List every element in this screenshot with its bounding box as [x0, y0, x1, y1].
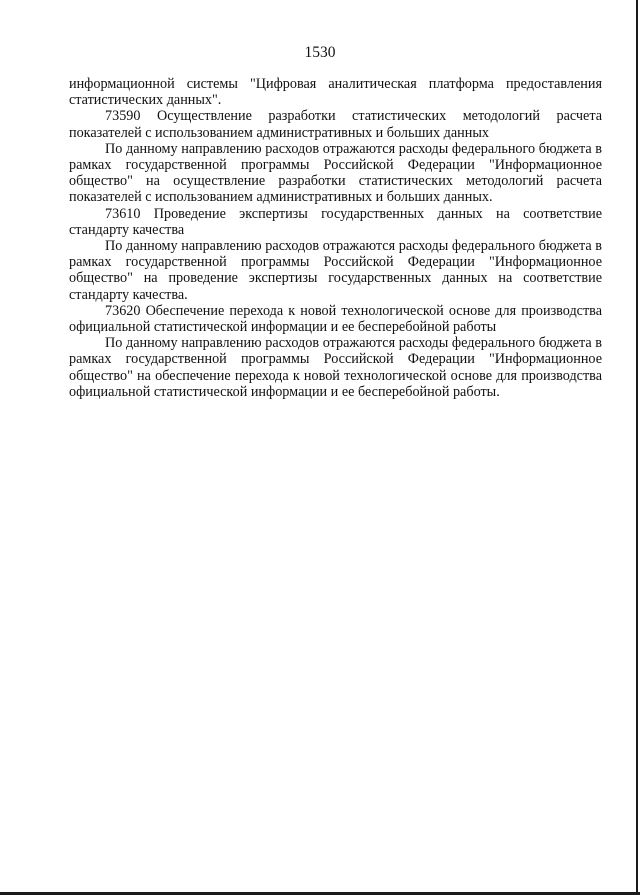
paragraph-heading-73610: 73610 Проведение экспертизы государственных данных на соответствие стандарту качества	[69, 205, 602, 238]
paragraph-description-73620: По данному направлению расходов отражаются расходы федерального бюджета в рамках государственной программы Российской Федерации "Информационное общество" на обеспечение перехода к новой технологической основе для производства официальной статистической информации и ее бесперебойной работы.	[69, 335, 602, 400]
page-number: 1530	[304, 44, 336, 61]
paragraph-heading-73620: 73620 Обеспечение перехода к новой технологической основе для производства официальной статистической информации и ее бесперебойной работы	[69, 302, 602, 336]
paragraph-description-73610: По данному направлению расходов отражаются расходы федерального бюджета в рамках государственной программы Российской Федерации "Информационное общество" на проведение экспертизы государственных данных на соответствие стандарту качества.	[69, 238, 602, 303]
paragraph-continuation: информационной системы "Цифровая аналитическая платформа предоставления статистических данных".	[69, 76, 602, 109]
document-body	[69, 76, 602, 400]
paragraph-heading-73590: 73590 Осуществление разработки статистических методологий расчета показателей с использованием административных и больших данных	[69, 108, 602, 141]
scan-edge-right	[636, 0, 638, 895]
paragraph-description-73590: По данному направлению расходов отражаются расходы федерального бюджета в рамках государственной программы Российской Федерации "Информационное общество" на осуществление разработки статистических методологий расчета показателей с использованием административных и больших данных.	[69, 140, 602, 206]
